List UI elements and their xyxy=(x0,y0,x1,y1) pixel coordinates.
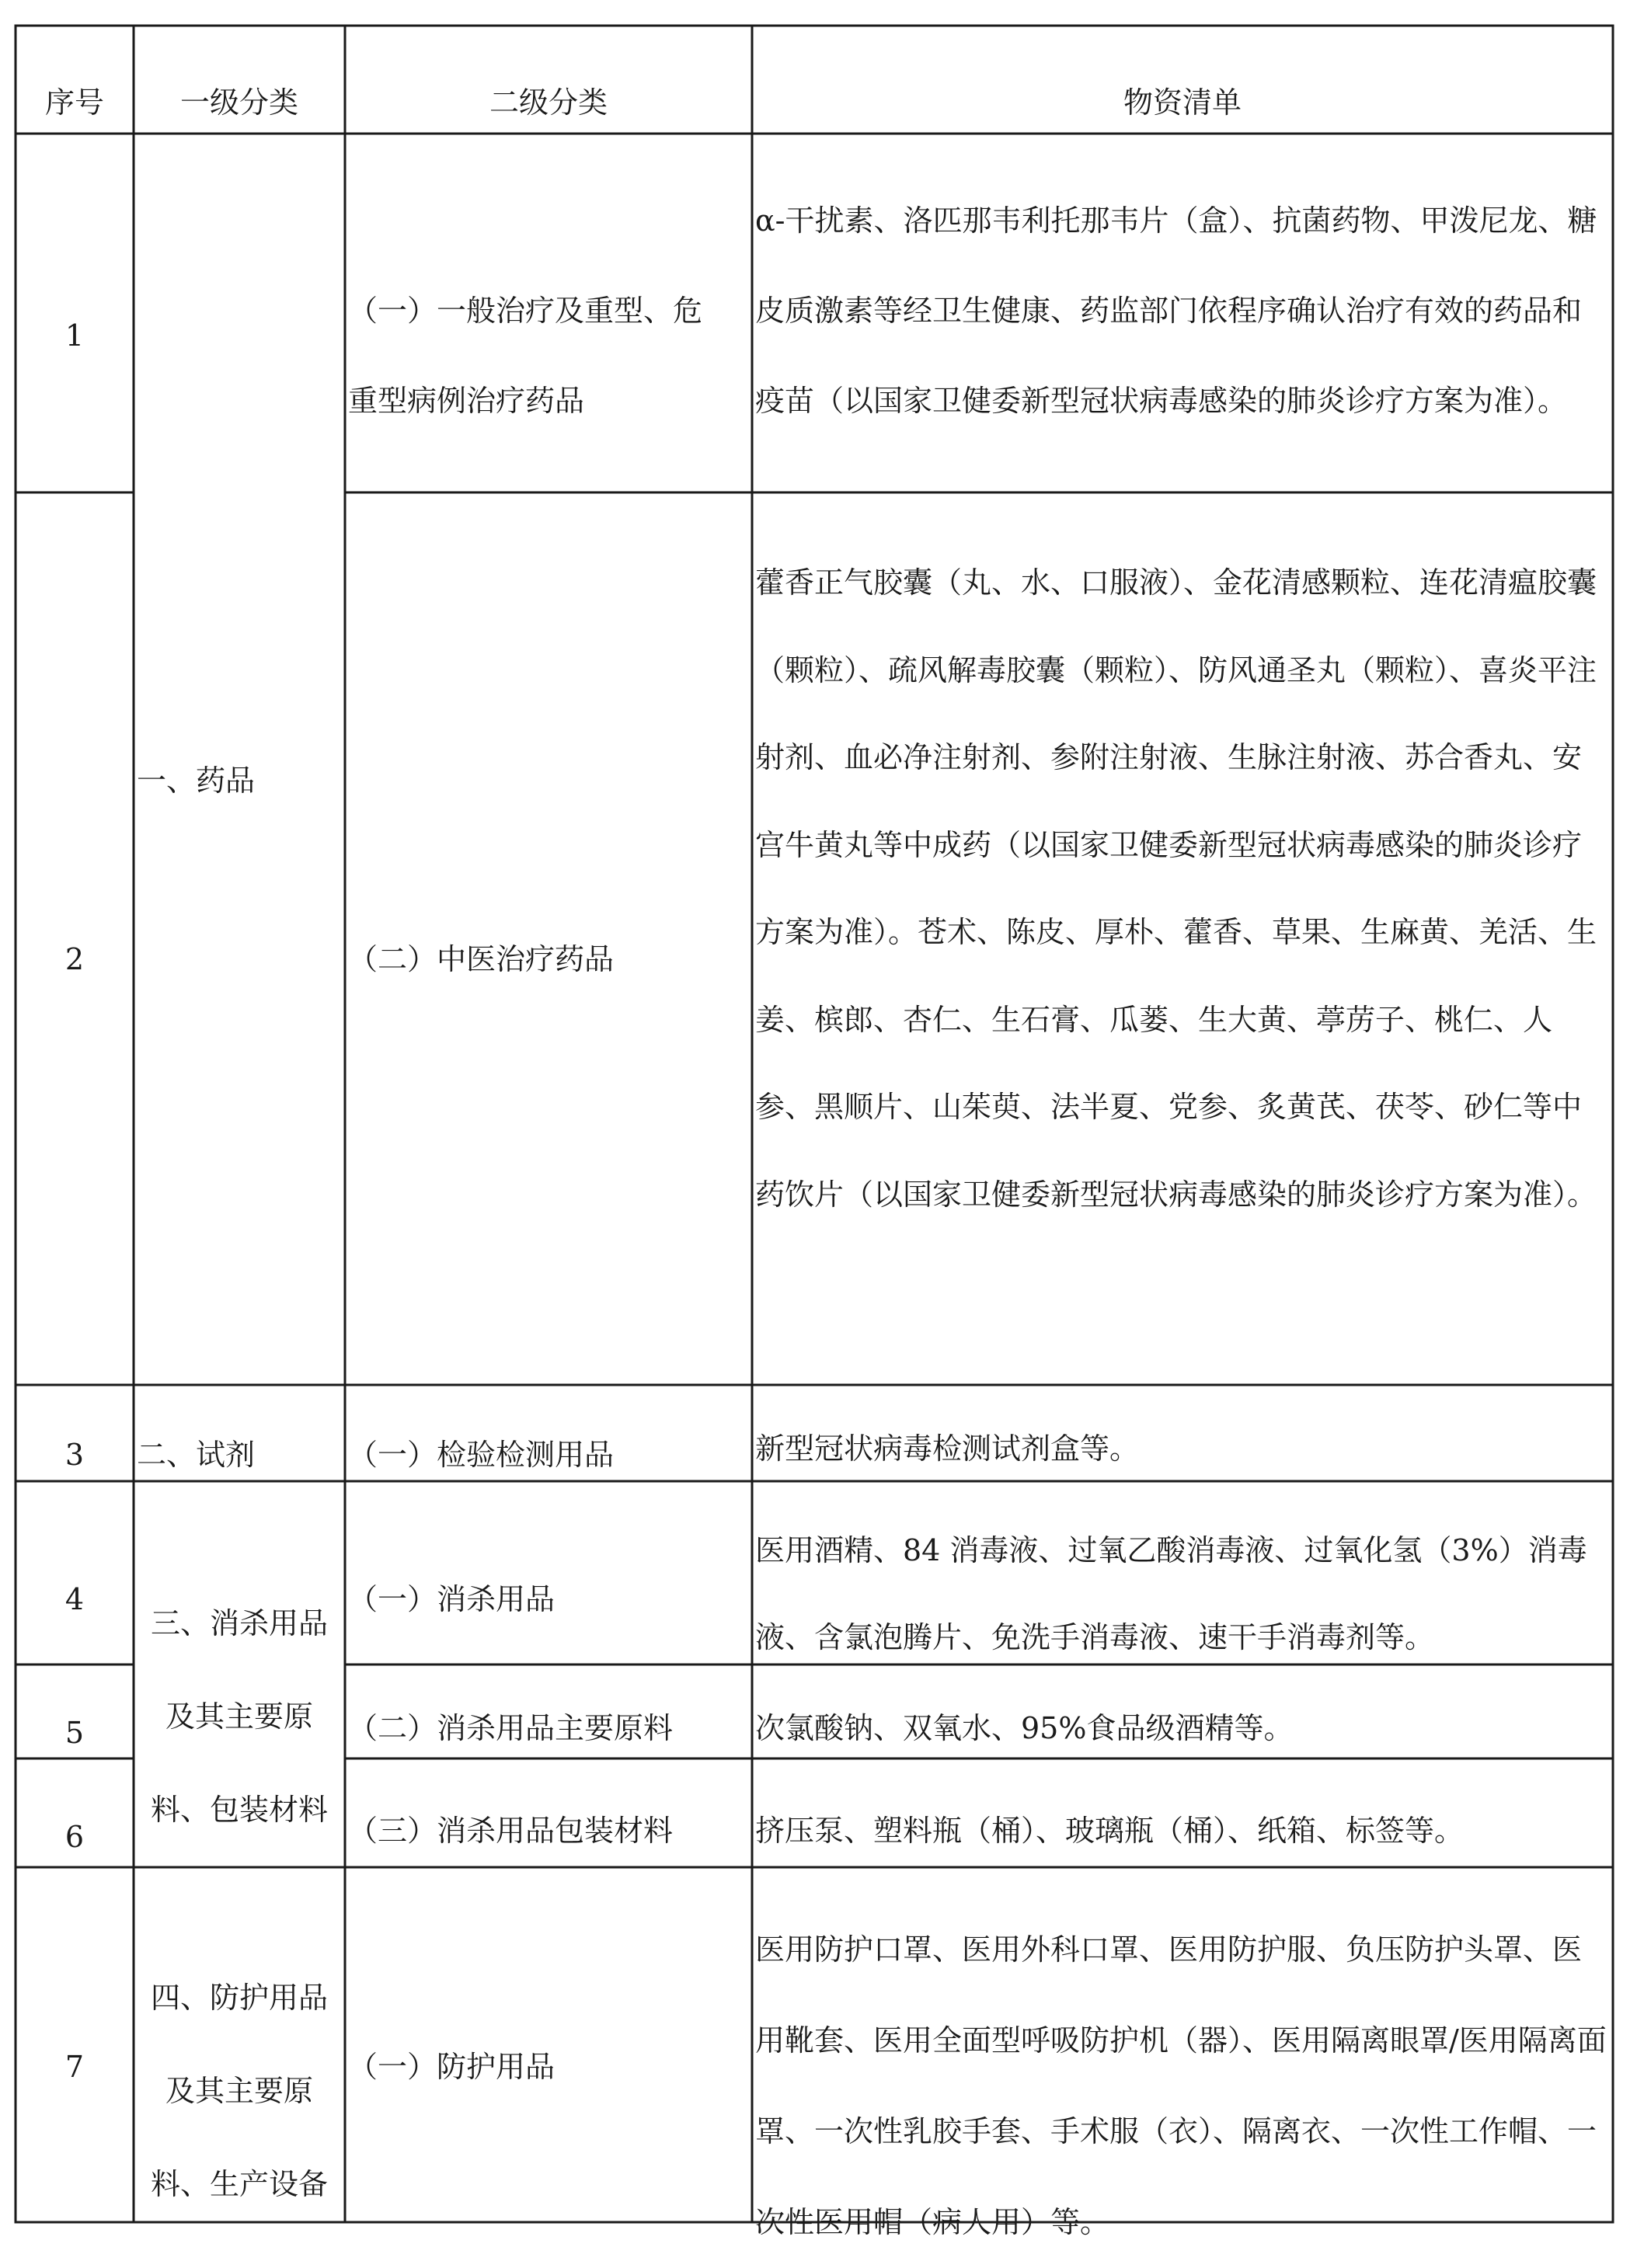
row-1-items: α-干扰素、洛匹那韦利托那韦片（盒）、抗菌药物、甲泼尼龙、糖皮质激素等经卫生健康、药监部门依程序确认治疗有效的药品和疫苗（以国家卫健委新型冠状病毒感染的肺炎诊疗方案为准）。 xyxy=(755,203,1597,418)
row-6-level2: （三）消杀用品包装材料 xyxy=(348,1814,674,1848)
row-4-seq: 4 xyxy=(64,1582,85,1616)
row-1-level2: （一）一般治疗及重型、危 重型病例治疗药品 xyxy=(348,294,703,418)
row-7-seq: 7 xyxy=(64,2050,85,2084)
header-level2: 二级分类 xyxy=(489,85,608,120)
row-1-seq: 1 xyxy=(64,318,85,353)
level1-disinfection: 三、消杀用品 及其主要原 料、包装材料 xyxy=(150,1606,328,1827)
row-2-level2: （二）中医治疗药品 xyxy=(348,942,615,976)
header-items: 物资清单 xyxy=(1123,85,1242,120)
row-7-items: 医用防护口罩、医用外科口罩、医用防护服、负压防护头罩、医用靴套、医用全面型呼吸防护机（器）、医用隔离眼罩/医用隔离面罩、一次性乳胶手套、手术服（衣）、隔离衣、一次性工作帽、一次性医用帽（病人用）等。 xyxy=(755,1932,1607,2239)
level1-protection: 四、防护用品 及其主要原 料、生产设备 xyxy=(150,1981,328,2201)
header-level1: 一级分类 xyxy=(179,85,298,120)
row-4-items: 医用酒精、84 消毒液、过氧乙酸消毒液、过氧化氢（3%）消毒液、含氯泡腾片、免洗手消毒液、速干手消毒剂等。 xyxy=(755,1533,1587,1654)
row-5-items: 次氯酸钠、双氧水、95%食品级酒精等。 xyxy=(755,1711,1294,1745)
row-6-seq: 6 xyxy=(64,1820,85,1854)
row-7-level2: （一）防护用品 xyxy=(348,2050,556,2084)
level1-reagents: 二、试剂 xyxy=(137,1438,256,1472)
header-seq: 序号 xyxy=(44,85,104,120)
level1-drugs: 一、药品 xyxy=(137,764,256,798)
row-3-level2: （一）检验检测用品 xyxy=(348,1438,615,1472)
row-5-level2: （二）消杀用品主要原料 xyxy=(348,1711,674,1745)
row-3-items: 新型冠状病毒检测试剂盒等。 xyxy=(755,1431,1140,1466)
row-5-seq: 5 xyxy=(64,1716,85,1750)
row-2-seq: 2 xyxy=(64,942,85,976)
row-3-seq: 3 xyxy=(64,1438,85,1472)
row-4-level2: （一）消杀用品 xyxy=(348,1582,556,1616)
row-6-items: 挤压泵、塑料瓶（桶）、玻璃瓶（桶）、纸箱、标签等。 xyxy=(755,1814,1465,1848)
row-2-items: 藿香正气胶囊（丸、水、口服液）、金花清感颗粒、连花清瘟胶囊（颗粒）、疏风解毒胶囊（颗粒）、防风通圣丸（颗粒）、喜炎平注射剂、血必净注射剂、参附注射液、生脉注射液、苏合香丸、安宫牛黄丸等中成药（以国家卫健委新型冠状病毒感染的肺炎诊疗方案为准）。苍术、陈皮、厚朴、藿香、草果、生麻黄、羌活、生姜、槟郎、杏仁、生石膏、瓜蒌、生大黄、葶苈子、桃仁、人参、黑顺片、山茱萸、法半夏、党参、炙黄芪、茯苓、砂仁等中药饮片（以国家卫健委新型冠状病毒感染的肺炎诊疗方案为准）。 xyxy=(755,565,1597,1212)
